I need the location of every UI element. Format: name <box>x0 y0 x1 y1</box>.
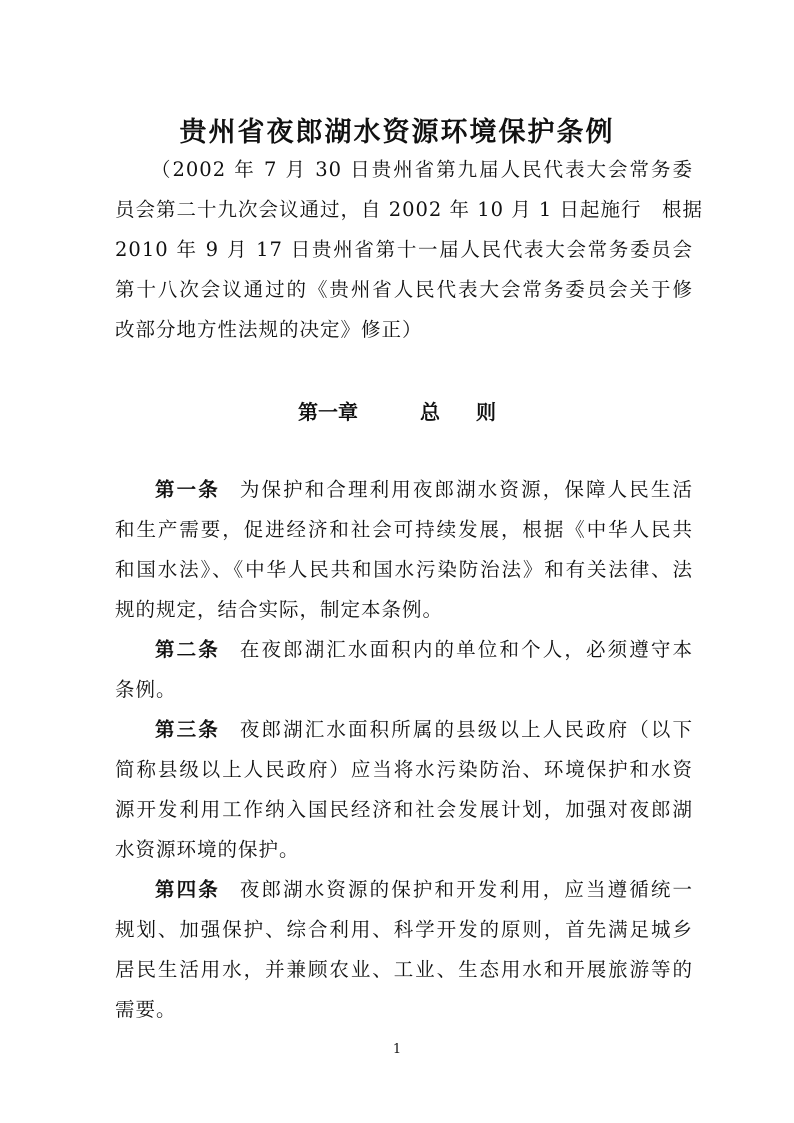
subtitle-line: 改部分地方性法规的决定》修正） <box>115 318 423 341</box>
article-line: 源开发利用工作纳入国民经济和社会发展计划，加强对夜郎湖 <box>115 798 693 821</box>
article-line: 居民生活用水，并兼顾农业、工业、生态用水和开展旅游等的 <box>115 958 693 981</box>
article-1 <box>115 470 693 630</box>
article-text: 夜郎湖水资源的保护和开发利用，应当遵循统一 <box>239 878 693 901</box>
article-text: 为保护和合理利用夜郎湖水资源，保障人民生活 <box>239 478 693 501</box>
article-line: 和国水法》、《中华人民共和国水污染防治法》和有关法律、法 <box>115 558 693 581</box>
article-line <box>115 470 693 510</box>
article-text: 夜郎湖汇水面积所属的县级以上人民政府（以下 <box>239 718 693 741</box>
article-line: 水资源环境的保护。 <box>115 838 300 861</box>
article-line: 条例。 <box>115 678 177 701</box>
subtitle-line: 第十八次会议通过的《贵州省人民代表大会常务委员会关于修 <box>115 278 693 301</box>
chapter-heading <box>0 396 794 425</box>
subtitle-line: 员会第二十九次会议通过，自 2002 年 10 月 1 日起施行 根据 <box>115 198 704 221</box>
chapter-name-part1: 总 <box>420 400 440 424</box>
subtitle-line: （2002 年 7 月 30 日贵州省第九届人民代表大会常务委 <box>151 158 693 181</box>
article-line: 规划、加强保护、综合利用、科学开发的原则，首先满足城乡 <box>115 918 693 941</box>
chapter-body <box>115 470 693 1030</box>
article-line: 需要。 <box>115 998 177 1021</box>
document-title: 贵州省夜郎湖水资源环境保护条例 <box>179 117 615 148</box>
subtitle-line: 2010 年 9 月 17 日贵州省第十一届人民代表大会常务委员会 <box>115 238 693 261</box>
article-line: 规的规定，结合实际，制定本条例。 <box>115 598 444 621</box>
article-4 <box>115 870 693 1030</box>
article-line: 简称县级以上人民政府）应当将水污染防治、环境保护和水资 <box>115 758 693 781</box>
article-3 <box>115 710 693 870</box>
document-subtitle <box>115 150 704 350</box>
article-label: 第二条 <box>155 638 220 661</box>
article-line <box>115 710 693 750</box>
article-line <box>115 870 693 910</box>
article-label: 第四条 <box>155 878 220 901</box>
article-line <box>115 630 693 670</box>
article-line: 和生产需要，促进经济和社会可持续发展，根据《中华人民共 <box>115 518 693 541</box>
page-number: 1 <box>392 1042 402 1057</box>
article-label: 第三条 <box>155 718 220 741</box>
chapter-number: 第一章 <box>298 400 358 424</box>
article-label: 第一条 <box>155 478 220 501</box>
chapter-name-part2: 则 <box>476 400 496 424</box>
article-2 <box>115 630 693 710</box>
article-text: 在夜郎湖汇水面积内的单位和个人，必须遵守本 <box>239 638 693 661</box>
